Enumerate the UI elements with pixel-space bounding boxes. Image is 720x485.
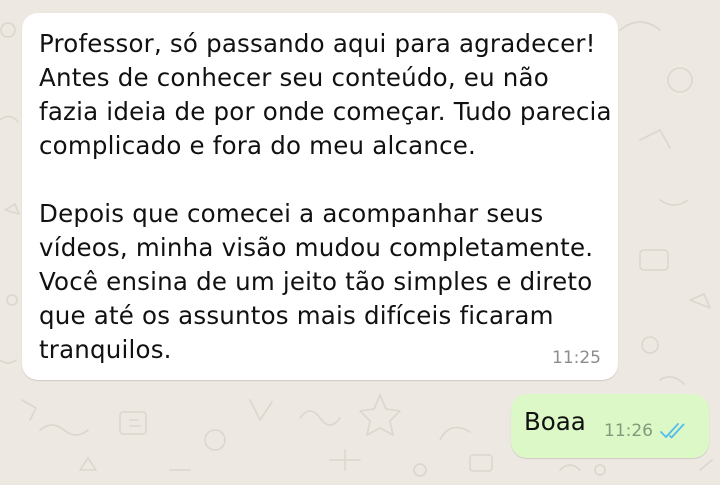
incoming-message-text [39, 27, 612, 367]
outgoing-message-time: 11:26 [604, 421, 653, 441]
double-check-icon [659, 422, 687, 440]
message-line: fazia ideia de por onde começar. Tudo parecia [39, 97, 612, 126]
message-line: Depois que comecei a acompanhar seus [39, 199, 544, 228]
message-line: vídeos, minha visão mudou completamente. [39, 233, 594, 262]
outgoing-message-text: Boaa [524, 407, 586, 436]
message-line: complicado e fora do meu alcance. [39, 131, 477, 160]
paragraph-gap [39, 163, 612, 197]
incoming-message-time: 11:25 [552, 348, 601, 368]
message-line: tranquilos. [39, 335, 172, 364]
incoming-message-bubble[interactable] [22, 13, 618, 380]
outgoing-message-meta [604, 421, 687, 441]
message-line: Professor, só passando aqui para agradecer! [39, 29, 596, 58]
message-line: Você ensina de um jeito tão simples e direto [39, 267, 593, 296]
message-line: Antes de conhecer seu conteúdo, eu não [39, 63, 549, 92]
outgoing-message-bubble[interactable] [511, 394, 709, 458]
message-line: que até os assuntos mais difíceis ficaram [39, 301, 554, 330]
